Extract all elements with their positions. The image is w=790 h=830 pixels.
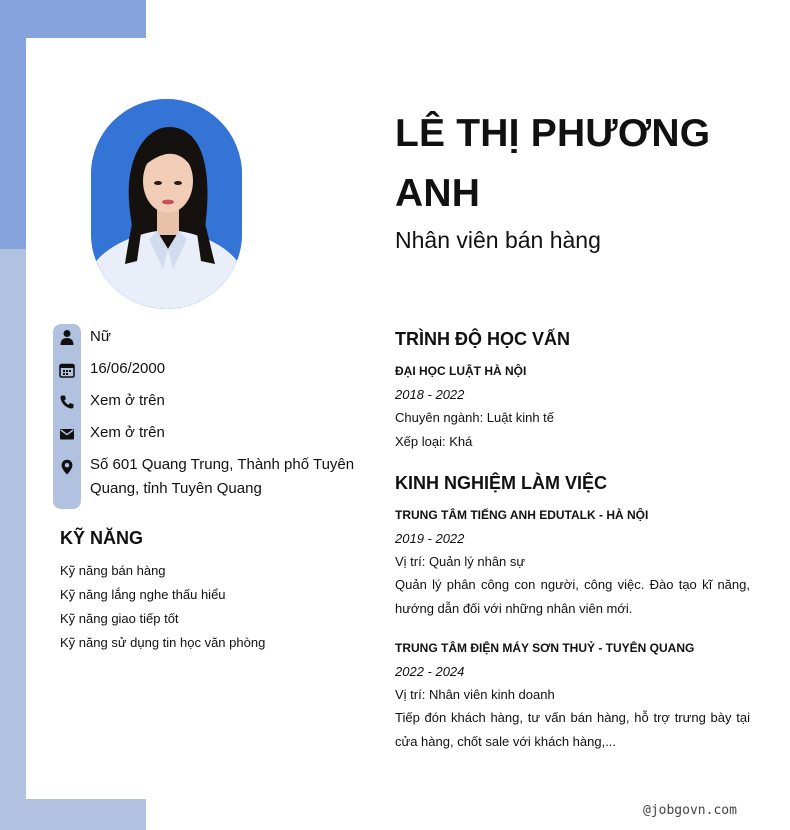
skill-item: Kỹ năng giao tiếp tốt — [60, 611, 179, 626]
contact-icon-bar — [53, 324, 81, 509]
education-major: Chuyên ngành: Luật kinh tế — [395, 410, 555, 425]
job-company: TRUNG TÂM TIẾNG ANH EDUTALK - HÀ NỘI — [395, 508, 649, 522]
education-grade: Xếp loại: Khá — [395, 434, 473, 449]
person-icon — [58, 328, 76, 346]
address-line-1: Số 601 Quang Trung, Thành phố Tuyên — [90, 456, 355, 473]
birthdate-text: 16/06/2000 — [90, 360, 166, 377]
location-pin-icon — [58, 458, 76, 476]
job-description: Tiếp đón khách hàng, tư vấn bán hàng, hỗ trợ trưng bày tại cửa hàng, chốt sale với khách hàng,... — [395, 710, 750, 749]
mail-icon — [58, 425, 76, 443]
school-name: ĐẠI HỌC LUẬT HÀ NỘI — [395, 364, 527, 378]
job-role: Vị trí: Quản lý nhân sự — [395, 554, 526, 569]
education-period: 2018 - 2022 — [395, 387, 465, 402]
job-title: Nhân viên bán hàng — [395, 227, 601, 253]
skill-item: Kỹ năng lắng nghe thấu hiểu — [60, 587, 226, 602]
profile-photo — [91, 99, 242, 309]
gender-text: Nữ — [90, 328, 111, 345]
full-name: LÊ THỊ PHƯƠNG ANH — [395, 112, 711, 215]
watermark-text: @jobgovn.com — [643, 803, 737, 818]
experience-heading: KINH NGHIỆM LÀM VIỆC — [395, 473, 608, 493]
job-company: TRUNG TÂM ĐIỆN MÁY SƠN THUỶ - TUYÊN QUANG — [395, 641, 695, 655]
address-line-2: Quang, tỉnh Tuyên Quang — [90, 480, 262, 497]
skill-item: Kỹ năng bán hàng — [60, 563, 166, 578]
job-role: Vị trí: Nhân viên kinh doanh — [395, 687, 555, 702]
address-text — [90, 453, 354, 501]
job-period: 2019 - 2022 — [395, 531, 465, 546]
skills-heading: KỸ NĂNG — [60, 528, 144, 548]
skill-item: Kỹ năng sử dụng tin học văn phòng — [60, 635, 266, 650]
email-text: Xem ở trên — [90, 424, 165, 441]
job-period: 2022 - 2024 — [395, 664, 465, 679]
phone-icon — [58, 393, 76, 411]
phone-text: Xem ở trên — [90, 392, 165, 409]
education-heading: TRÌNH ĐỘ HỌC VẤN — [395, 329, 570, 349]
calendar-icon — [58, 361, 76, 379]
job-description: Quản lý phân công con người, công việc. Đào tạo kĩ năng, hướng dẫn đối với những nhân viên mới. — [395, 577, 750, 616]
